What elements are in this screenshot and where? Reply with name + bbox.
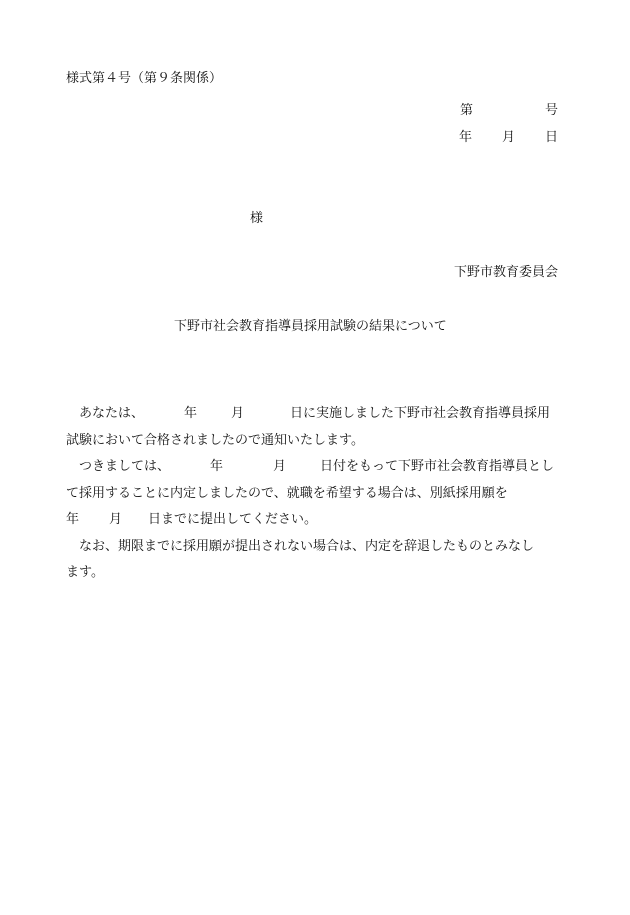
addressee-honorific: 様 [250,211,264,226]
form-number: 様式第４号（第９条関係） [66,71,223,86]
notice-body [66,401,576,587]
document-date-year: 年 [458,130,472,145]
body-line-5: 年 月 日までに提出してください。 [66,512,318,527]
document-number [460,104,558,117]
document-number-prefix: 第 [459,103,473,118]
document-date [459,131,558,144]
body-line-7: ます。 [66,565,104,580]
subject-title: 下野市社会教育指導員採用試験の結果について [174,319,447,334]
sender-name: 下野市教育委員会 [453,265,558,280]
document-date-month: 月 [501,130,515,145]
body-line-6: なお、期限までに採用願が提出されない場合は、内定を辞退したものとみなし [79,538,535,554]
body-line-3: つきましては、 年 月 日付をもって下野市社会教育指導員とし [79,459,555,474]
body-line-1: あなたは、 年 月 日に実施しました下野市社会教育指導員採用 [79,406,551,421]
body-line-4: て採用することに内定しましたので、就職を希望する場合は、別紙採用願を [66,485,508,501]
body-line-2: 試験において合格されましたので通知いたします。 [66,432,364,448]
document-number-suffix: 号 [544,103,558,118]
document-date-day: 日 [544,130,558,145]
